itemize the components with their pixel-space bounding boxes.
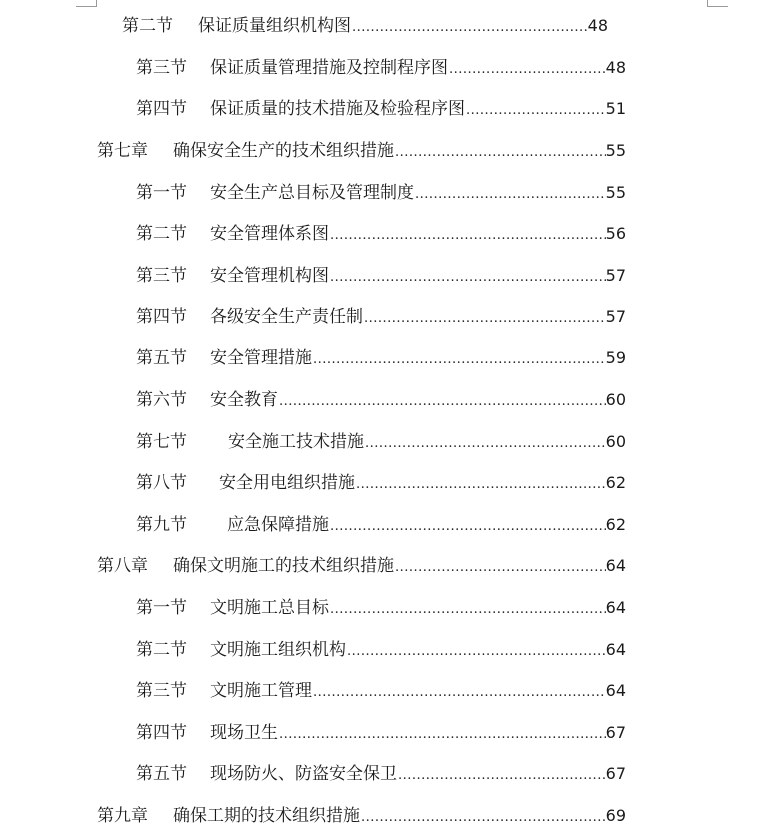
toc-entry-title: 安全生产总目标及管理制度 <box>210 183 414 203</box>
toc-entry-number: 第三节 <box>136 58 187 78</box>
toc-dot-leader <box>465 98 606 124</box>
toc-dot-leader <box>364 431 606 457</box>
toc-entry[interactable] <box>136 180 626 206</box>
toc-entry-number: 第七节 <box>136 432 187 452</box>
toc-entry-number: 第二节 <box>122 16 173 36</box>
toc-entry[interactable] <box>136 96 626 122</box>
toc-entry-number: 第三节 <box>136 681 187 701</box>
toc-dot-leader <box>355 472 606 498</box>
toc-entry-number: 第四节 <box>136 723 187 743</box>
toc-dot-leader <box>414 182 606 208</box>
toc-entry-title: 安全管理体系图 <box>210 224 329 244</box>
toc-entry-number: 第五节 <box>136 348 187 368</box>
toc-dot-leader <box>329 514 606 540</box>
toc-entry-number: 第九章 <box>97 806 148 826</box>
toc-entry-number: 第五节 <box>136 764 187 784</box>
toc-entry-page: 51 <box>605 99 626 118</box>
toc-entry[interactable] <box>136 637 626 663</box>
toc-entry-title: 确保工期的技术组织措施 <box>173 806 360 826</box>
toc-entry[interactable] <box>97 553 626 579</box>
toc-entry-number: 第四节 <box>136 307 187 327</box>
toc-entry[interactable] <box>136 429 626 455</box>
toc-dot-leader <box>312 680 606 706</box>
toc-dot-leader <box>329 223 606 249</box>
toc-entry-number: 第一节 <box>136 183 187 203</box>
toc-dot-leader <box>329 597 606 623</box>
toc-entry-number: 第九节 <box>136 515 187 535</box>
toc-entry-title: 安全管理措施 <box>210 348 312 368</box>
toc-dot-leader <box>448 57 606 83</box>
toc-entry-title: 安全教育 <box>210 390 278 410</box>
toc-entry[interactable] <box>136 387 626 413</box>
toc-entry-title: 保证质量的技术措施及检验程序图 <box>210 99 465 119</box>
toc-entry-page: 62 <box>605 473 626 492</box>
toc-entry[interactable] <box>136 55 626 81</box>
toc-entry-page: 69 <box>605 806 626 825</box>
toc-entry-number: 第八节 <box>136 473 187 493</box>
toc-entry-page: 48 <box>587 16 608 35</box>
toc-entry-title: 文明施工组织机构 <box>210 640 346 660</box>
toc-entry-title: 文明施工管理 <box>210 681 312 701</box>
toc-dot-leader <box>312 347 606 373</box>
toc-entry-page: 57 <box>605 266 626 285</box>
toc-dot-leader <box>397 763 606 789</box>
toc-entry[interactable] <box>136 595 626 621</box>
toc-entry-page: 64 <box>605 681 626 700</box>
toc-entry-number: 第八章 <box>97 556 148 576</box>
toc-entry[interactable] <box>136 345 626 371</box>
toc-entry-page: 55 <box>605 141 626 160</box>
toc-entry-title: 安全用电组织措施 <box>219 473 355 493</box>
toc-entry-title: 各级安全生产责任制 <box>210 307 363 327</box>
toc-entry-title: 应急保障措施 <box>227 515 329 535</box>
toc-entry-page: 59 <box>605 348 626 367</box>
toc-entry-number: 第七章 <box>97 141 148 161</box>
toc-entry-page: 60 <box>605 390 626 409</box>
toc-entry-title: 确保安全生产的技术组织措施 <box>173 141 394 161</box>
toc-dot-leader <box>351 15 588 41</box>
margin-corner-mark-left <box>76 0 97 7</box>
toc-entry-page: 64 <box>605 556 626 575</box>
toc-entry[interactable] <box>136 263 626 289</box>
toc-entry-page: 48 <box>605 58 626 77</box>
toc-entry[interactable] <box>136 304 626 330</box>
toc-entry[interactable] <box>136 720 626 746</box>
toc-entry-page: 64 <box>605 640 626 659</box>
toc-entry[interactable] <box>97 803 626 829</box>
toc-entry-page: 56 <box>605 224 626 243</box>
toc-entry[interactable] <box>136 678 626 704</box>
toc-dot-leader <box>278 722 606 748</box>
toc-entry[interactable] <box>136 512 626 538</box>
toc-entry[interactable] <box>122 13 608 39</box>
toc-entry-number: 第六节 <box>136 390 187 410</box>
toc-entry-page: 67 <box>605 764 626 783</box>
toc-entry-number: 第三节 <box>136 266 187 286</box>
toc-entry-title: 保证质量组织机构图 <box>198 16 351 36</box>
toc-entry-number: 第二节 <box>136 224 187 244</box>
toc-entry-page: 62 <box>605 515 626 534</box>
toc-entry-page: 64 <box>605 598 626 617</box>
toc-entry-page: 67 <box>605 723 626 742</box>
toc-entry-page: 57 <box>605 307 626 326</box>
toc-entry-number: 第四节 <box>136 99 187 119</box>
toc-dot-leader <box>346 639 606 665</box>
toc-entry-title: 安全施工技术措施 <box>228 432 364 452</box>
toc-dot-leader <box>363 306 606 332</box>
toc-entry-number: 第二节 <box>136 640 187 660</box>
toc-entry-title: 保证质量管理措施及控制程序图 <box>210 58 448 78</box>
toc-entry-title: 文明施工总目标 <box>210 598 329 618</box>
margin-corner-mark-right <box>707 0 728 7</box>
toc-entry[interactable] <box>97 138 626 164</box>
toc-dot-leader <box>278 389 606 415</box>
toc-entry-title: 安全管理机构图 <box>210 266 329 286</box>
toc-entry-title: 确保文明施工的技术组织措施 <box>173 556 394 576</box>
toc-entry-title: 现场卫生 <box>210 723 278 743</box>
toc-entry-title: 现场防火、防盗安全保卫 <box>210 764 397 784</box>
toc-entry-number: 第一节 <box>136 598 187 618</box>
toc-entry[interactable] <box>136 761 626 787</box>
toc-dot-leader <box>360 805 606 831</box>
toc-entry-page: 55 <box>605 183 626 202</box>
toc-dot-leader <box>329 265 606 291</box>
toc-entry[interactable] <box>136 470 626 496</box>
toc-entry[interactable] <box>136 221 626 247</box>
toc-dot-leader <box>394 555 606 581</box>
toc-dot-leader <box>394 140 606 166</box>
toc-entry-page: 60 <box>605 432 626 451</box>
